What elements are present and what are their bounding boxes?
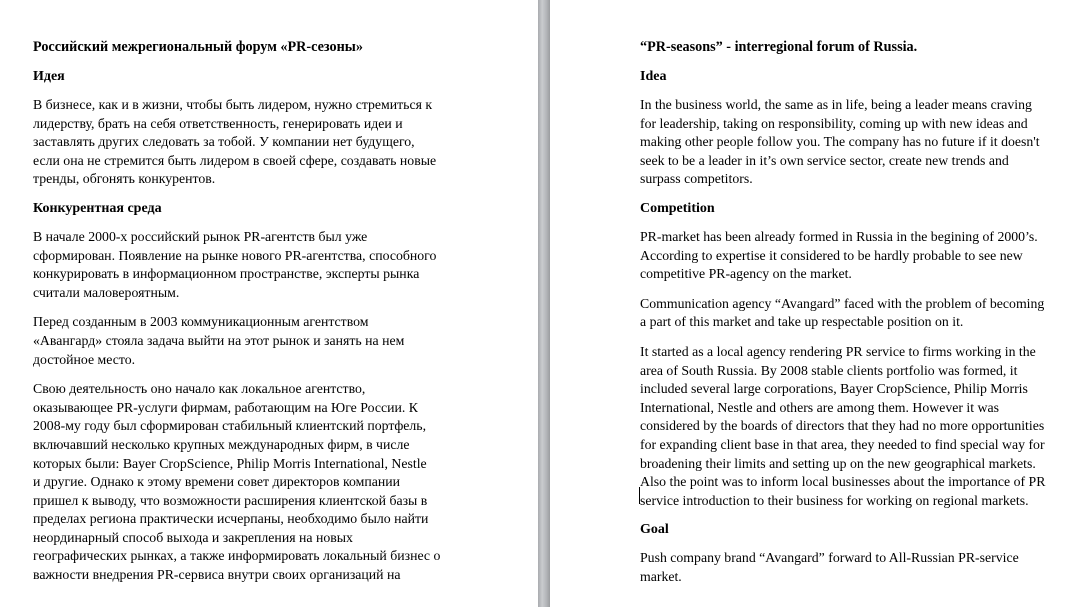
right-document-page	[550, 0, 1090, 607]
text-line: тренды, обгонять конкурентов.	[33, 171, 216, 187]
text-line: включавший несколько крупных международных фирм, в числе	[33, 436, 410, 452]
competition-paragraph-1-ru[interactable]	[33, 228, 463, 302]
text-line: конкурировать в информационном пространстве, эксперты рынка	[33, 266, 420, 282]
text-line: Communication agency “Avangard” faced with the problem of becoming	[640, 295, 1045, 311]
text-line: сформирован. Появление на рынке нового PR-агентства, способного	[33, 247, 437, 263]
text-line: оказывающее PR-услуги фирмам, работающим на Юге России. К	[33, 399, 418, 415]
text-line: for leadership, taking on responsibility, coming up with new ideas and	[640, 115, 1028, 131]
text-line: В бизнесе, как и в жизни, чтобы быть лидером, нужно стремиться к	[33, 97, 433, 112]
document-title-en[interactable]: “PR-seasons” - interregional forum of Russia.	[640, 39, 918, 55]
goal-heading-en[interactable]: Goal	[640, 522, 669, 538]
text-line: It started as a local agency rendering PR service to firms working in the	[640, 343, 1036, 359]
text-line: surpass competitors.	[640, 171, 753, 187]
page-gutter-divider	[538, 0, 550, 607]
text-line: included several large corporations, Bayer CropScience, Philip Morris	[640, 381, 1028, 397]
idea-paragraph-en[interactable]	[640, 96, 1065, 189]
text-line: PR-market has been already formed in Russia in the begining of 2000’s.	[640, 228, 1038, 244]
text-line: considered by the boards of directors that they had no more opportunities	[640, 418, 1045, 434]
text-caret	[639, 487, 640, 504]
text-line: считали маловероятным.	[33, 284, 180, 300]
text-line: International, Nestle and others are among them. However it was	[640, 399, 999, 415]
text-line: заставлять других следовать за тобой. У компании нет будущего,	[33, 134, 415, 150]
text-line: Свою деятельность оно начало как локальное агентство,	[33, 381, 366, 397]
competition-heading-ru[interactable]: Конкурентная среда	[33, 200, 162, 216]
text-line: и другие. Однако к этому времени совет директоров компании	[33, 474, 400, 490]
text-line: достойное место.	[33, 351, 136, 367]
text-line: making other people follow you. The company has no future if it doesn't	[640, 134, 1040, 150]
text-line: В начале 2000-х российский рынок PR-агентств был уже	[33, 228, 368, 244]
text-line: In the business world, the same as in life, being a leader means craving	[640, 97, 1032, 112]
text-line: Перед созданным в 2003 коммуникационным агентством	[33, 314, 369, 330]
left-document-page	[0, 0, 538, 607]
text-line: важности внедрения PR-сервиса внутри своих организаций на	[33, 567, 401, 583]
text-line: a part of this market and take up respectable position on it.	[640, 314, 964, 330]
idea-heading-en[interactable]: Idea	[640, 69, 667, 84]
competition-paragraph-3-en[interactable]	[640, 343, 1065, 510]
left-text-column	[33, 38, 463, 596]
idea-paragraph-ru[interactable]	[33, 96, 463, 189]
text-line: пришел к выводу, что возможности расширения клиентской базы в	[33, 492, 428, 508]
text-line: которых были: Bayer CropScience, Philip Morris International, Nestle	[33, 455, 427, 471]
text-line: неординарный способ выхода и закрепления на новых	[33, 529, 353, 545]
text-line: Push company brand “Avangard” forward to All-Russian PR-service	[640, 550, 1019, 566]
document-title-ru[interactable]: Российский межрегиональный форум «PR-сезоны»	[33, 39, 363, 55]
text-line: «Авангард» стояла задача выйти на этот рынок и занять на нем	[33, 332, 405, 348]
competition-paragraph-1-en[interactable]	[640, 228, 1065, 284]
text-line: 2008-му году был сформирован стабильный клиентский портфель,	[33, 418, 427, 434]
competition-paragraph-2-en[interactable]	[640, 295, 1065, 332]
text-line: market.	[640, 568, 682, 584]
text-line: географических рынках, а также информировать локальный бизнес о	[33, 548, 441, 564]
text-line: если она не стремится быть лидером в своей сфере, создавать новые	[33, 152, 437, 168]
text-line: seek to be a leader in it’s own service sector, create new trends and	[640, 152, 1009, 168]
idea-heading-ru[interactable]: Идея	[33, 69, 65, 84]
text-line: for expanding client base in that area, they needed to find special way for	[640, 436, 1045, 452]
text-line: area of South Russia. By 2008 stable clients portfolio was formed, it	[640, 362, 1018, 378]
text-line: service introduction to their business for working on regional markets.	[640, 492, 1029, 508]
goal-paragraph-en[interactable]	[640, 549, 1065, 586]
competition-paragraph-3-ru[interactable]	[33, 380, 463, 585]
text-line: лидерству, брать на себя ответственность, генерировать идеи и	[33, 115, 403, 131]
competition-heading-en[interactable]: Competition	[640, 200, 715, 216]
text-line: пределах региона практически исчерпаны, необходимо было найти	[33, 511, 429, 527]
text-line: According to expertise it considered to be hardly probable to see new	[640, 247, 1023, 263]
right-text-column	[640, 38, 1065, 597]
competition-paragraph-2-ru[interactable]	[33, 313, 463, 369]
text-line: Also the point was to inform local businesses about the importance of PR	[640, 474, 1046, 490]
text-line: broadening their limits and setting up on the new geographical markets.	[640, 455, 1036, 471]
text-line: competitive PR-agency on the market.	[640, 266, 852, 282]
